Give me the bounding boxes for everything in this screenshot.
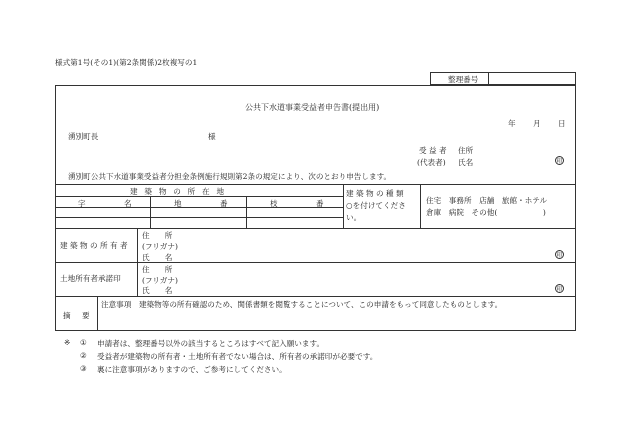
- date-month: 月: [533, 119, 541, 128]
- summary-label-b: 要: [82, 311, 90, 320]
- summary-label-divider: [97, 296, 98, 331]
- location-col-divider-2: [246, 196, 247, 228]
- col-ban: 番: [220, 199, 228, 208]
- land-owner-seal: 印: [556, 286, 563, 293]
- form-code: 様式第1号(その1)(第2条関係)2枚複写の1: [55, 58, 198, 67]
- note-2-num: ②: [80, 351, 87, 360]
- col-na: 名: [124, 199, 132, 208]
- note-3-text: 裏に注意事項がありますので、ご参考にしてください。: [97, 365, 287, 374]
- col-aza: 字: [78, 199, 86, 208]
- land-owner-top-line: [55, 262, 576, 263]
- land-owner-address-label: 住 所: [142, 265, 173, 274]
- location-col-divider-1: [150, 196, 151, 228]
- building-type-label-2: ○を付けてくださ: [346, 201, 406, 210]
- building-table-top: [55, 184, 576, 185]
- addressee-honorific: 様: [208, 132, 216, 141]
- applicant-address-label: 住所: [458, 146, 474, 155]
- location-row-line: [55, 217, 343, 218]
- location-header-line: [55, 196, 343, 197]
- reg-number-label: 整理番号: [448, 75, 479, 84]
- building-type-label-1: 建 築 物 の 種 類: [346, 189, 404, 198]
- summary-label-a: 摘: [63, 311, 71, 320]
- note-1-num: ①: [80, 338, 87, 347]
- col-eda: 枝: [270, 199, 278, 208]
- location-header: 建 築 物 の 所 在 地: [130, 187, 227, 196]
- type-options-divider: [420, 184, 421, 228]
- building-type-label-3: い。: [346, 213, 362, 222]
- note-1-text: 申請者は、整理番号以外の該当するところはすべて記入願います。: [97, 339, 325, 348]
- note-3-num: ③: [80, 364, 87, 373]
- applicant-name-label: 氏名: [458, 158, 474, 167]
- reg-number-divider: [488, 72, 489, 85]
- owner-furigana-label: (フリガナ): [142, 242, 178, 251]
- owner-name-label: 氏 名: [142, 253, 173, 262]
- owner-label: 建 築 物 の 所 有 者: [60, 241, 128, 250]
- summary-text: 注意事項 建築物等の所有確認のため、関係書類を閲覧することについて、この申請をもって同意したものとします。: [101, 300, 503, 309]
- applicant-representative: (代表者): [417, 158, 446, 167]
- location-cols-line: [55, 207, 343, 208]
- owner-top-line: [55, 228, 576, 229]
- location-type-divider: [343, 184, 344, 228]
- form-title: 公共下水道事業受益者申告書(提出用): [245, 103, 380, 112]
- owner-address-label: 住 所: [142, 231, 173, 240]
- declaration-text: 湧別町公共下水道事業受益者分担金条例施行規則第2条の規定により、次のとおり申告します。: [68, 172, 392, 181]
- owner-seal: 印: [556, 252, 563, 259]
- col-eda-ban: 番: [316, 199, 324, 208]
- addressee-name: 湧別町長: [68, 132, 99, 141]
- land-owner-furigana-label: (フリガナ): [142, 276, 178, 285]
- date-year: 年: [508, 119, 516, 128]
- date-day: 日: [558, 119, 566, 128]
- note-2-text: 受益者が建築物の所有者・土地所有者でない場合は、所有者の承諾印が必要です。: [97, 352, 378, 361]
- applicant-seal: 印: [556, 158, 563, 165]
- building-type-options-1[interactable]: 住宅 事務所 店舗 旅館・ホテル: [426, 196, 548, 205]
- col-chi: 地: [174, 199, 182, 208]
- land-owner-name-label: 氏 名: [142, 286, 173, 295]
- notes-mark: ※: [64, 338, 71, 347]
- land-owner-label: 土地所有者承諾印: [60, 274, 121, 283]
- applicant-role: 受 益 者: [419, 146, 447, 155]
- building-type-options-2[interactable]: 倉庫 病院 その他( ): [426, 208, 546, 217]
- summary-top-line: [55, 296, 576, 297]
